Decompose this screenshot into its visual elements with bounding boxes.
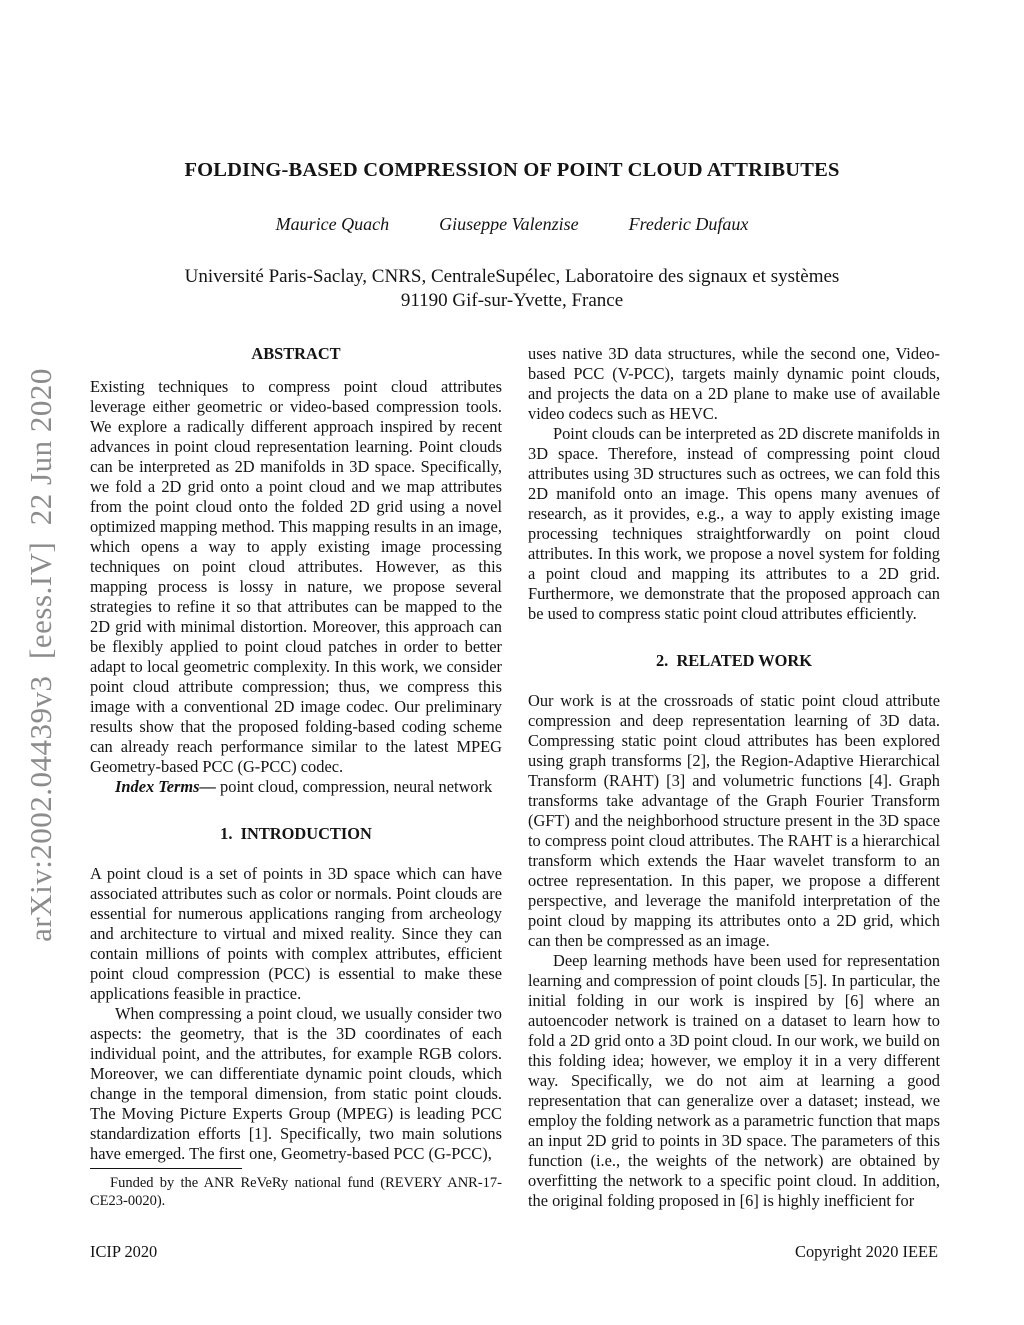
- author-name: Frederic Dufaux: [628, 214, 749, 234]
- right-column-paragraph-1: uses native 3D data structures, while the second one, Video-based PCC (V-PCC), targets mainly dynamic point clouds, and projects the data on a 2D plane to make use of available video codecs such as HEVC.: [528, 344, 940, 423]
- footer-copyright: Copyright 2020 IEEE: [795, 1242, 938, 1261]
- footnote: [90, 1168, 502, 1210]
- author-list: [0, 214, 1024, 235]
- right-column-paragraph-2: Point clouds can be interpreted as 2D discrete manifolds in 3D space. Therefore, instead of compressing point cloud attributes using 3D structures such as octrees, we can fold this 2D manifold onto an image. This opens many avenues of research, as it provides, e.g., a way to apply existing image processing techniques straightforwardly on point cloud attributes. In this work, we propose a novel system for folding a point cloud and mapping its attributes to a 2D grid. Furthermore, we demonstrate that the proposed approach can be used to compress static point cloud attributes efficiently.: [528, 424, 940, 623]
- related-work-paragraph-2: Deep learning methods have been used for representation learning and compression of point clouds [5]. In particular, the initial folding in our work is inspired by [6] where an autoencoder network is trained on a dataset to learn how to fold a 2D grid onto a 3D point cloud. In our work, we build on this folding idea; however, we employ it in a very different way. Specifically, we do not aim at learning a good representation that can generalize over a dataset; instead, we employ the folding network as a parametric function that maps an input 2D grid to points in 3D space. The parameters of this function (i.e., the weights of the network) are obtained by overfitting the network to a specific point cloud. In addition, the original folding proposed in [6] is highly inefficient for: [528, 951, 940, 1210]
- index-terms-label: Index Terms—: [115, 777, 216, 796]
- related-work-paragraph-1: Our work is at the crossroads of static point cloud attribute compression and deep representation learning of 3D data. Compressing static point cloud attributes has been explored using graph transforms [2], the Region-Adaptive Hierarchical Transform (RAHT) [3] and volumetric functions [4]. Graph transforms take advantage of the Graph Fourier Transform (GFT) and the neighborhood structure present in the 3D space to compress point cloud attributes. The RAHT is a hierarchical transform which extends the Haar wavelet transform to an octree representation. In this paper, we propose a different perspective, and leverage the manifold interpretation of the point cloud by mapping its attributes onto a 2D grid, which can then be compressed as an image.: [528, 691, 940, 950]
- affiliation-line2: 91190 Gif-sur-Yvette, France: [400, 290, 624, 311]
- author-name: Maurice Quach: [275, 214, 390, 234]
- affiliation: [0, 265, 1024, 313]
- paper-title: FOLDING-BASED COMPRESSION OF POINT CLOUD ATTRIBUTES: [184, 159, 840, 181]
- introduction-paragraph-1: A point cloud is a set of points in 3D space which can have associated attributes such as color or normals. Point clouds are essential for numerous applications ranging from archeology and architecture to virtual and mixed reality. Since they can contain millions of points with complex attributes, efficient point cloud compression (PCC) is essential to make these applications feasible in practice.: [90, 864, 502, 1003]
- footer-conference: ICIP 2020: [90, 1242, 158, 1261]
- paper-header: [0, 159, 1024, 313]
- abstract-heading: ABSTRACT: [251, 344, 341, 363]
- right-column: [528, 344, 940, 1211]
- footnote-rule: [90, 1168, 242, 1169]
- arxiv-watermark: arXiv:2002.04439v3 [eess.IV] 22 Jun 2020: [23, 368, 58, 942]
- index-terms-text: point cloud, compression, neural network: [220, 777, 493, 796]
- section-heading-introduction: 1. INTRODUCTION: [220, 824, 372, 843]
- left-column: [90, 344, 502, 1164]
- author-name: Giuseppe Valenzise: [439, 214, 579, 234]
- footnote-text: Funded by the ANR ReVeRy national fund (REVERY ANR-17-CE23-0020).: [90, 1175, 502, 1209]
- affiliation-line1: Université Paris-Saclay, CNRS, CentraleSupélec, Laboratoire des signaux et systèmes: [184, 266, 840, 287]
- introduction-paragraph-2: When compressing a point cloud, we usually consider two aspects: the geometry, that is the 3D coordinates of each individual point, and the attributes, for example RGB colors. Moreover, we can differentiate dynamic point clouds, which change in the temporal dimension, from static point clouds. The Moving Picture Experts Group (MPEG) is leading PCC standardization efforts [1]. Specifically, two main solutions have emerged. The first one, Geometry-based PCC (G-PCC),: [90, 1004, 502, 1163]
- section-heading-related-work: 2. RELATED WORK: [655, 651, 813, 670]
- abstract-text: Existing techniques to compress point cloud attributes leverage either geometric or video-based compression tools. We explore a radically different approach inspired by recent advances in point cloud representation learning. Point clouds can be interpreted as 2D manifolds in 3D space. Specifically, we fold a 2D grid onto a point cloud and we map attributes from the point cloud onto the folded 2D grid using a novel optimized mapping method. This mapping results in an image, which opens a way to apply existing image processing techniques on point cloud attributes. However, as this mapping process is lossy in nature, we propose several strategies to refine it so that attributes can be mapped to the 2D grid with minimal distortion. Moreover, this approach can be flexibly applied to point cloud patches in order to better adapt to local geometric complexity. In this work, we consider point cloud attribute compression; thus, we compress this image with a conventional 2D image codec. Our preliminary results show that the proposed folding-based coding scheme can already reach performance similar to the latest MPEG Geometry-based PCC (G-PCC) codec.: [90, 377, 502, 776]
- index-terms: [90, 777, 502, 797]
